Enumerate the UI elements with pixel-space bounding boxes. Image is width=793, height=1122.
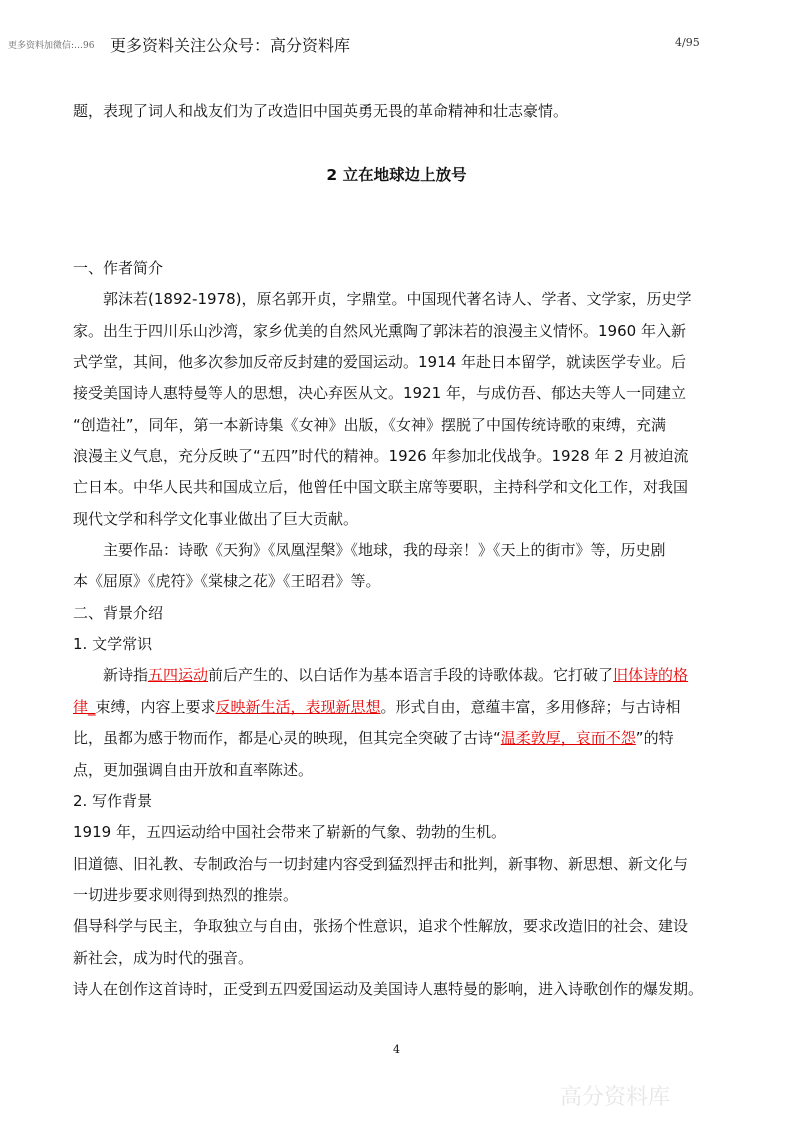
highlighted-text: 五四运动 [148, 666, 209, 685]
text-line [73, 695, 723, 726]
text-segment: 现代文学和科学文化事业做出了巨大贡献。 [73, 509, 359, 528]
text-segment: “创造社”，同年，第一本新诗集《女神》出版，《女神》摆脱了中国传统诗歌的束缚，充满 [73, 415, 667, 434]
text-segment: 二、背景介绍 [73, 603, 164, 622]
text-segment: 一切进步要求则得到热烈的推崇。 [73, 885, 299, 904]
text-line [73, 977, 723, 1008]
text-line [73, 663, 723, 694]
text-segment: 1. 文学常识 [73, 635, 153, 654]
highlighted-text: 反映新生活，表现新思想 [215, 697, 381, 716]
text-line [73, 820, 723, 851]
text-line [73, 538, 723, 569]
text-segment: 1919 年，五四运动给中国社会带来了崭新的气象、勃勃的生机。 [73, 823, 506, 842]
text-segment: 比，虽都为感于物而作，都是心灵的映现，但其完全突破了古诗“ [73, 729, 501, 748]
text-segment: 家。出生于四川乐山沙湾，家乡优美的自然风光熏陶了郭沫若的浪漫主义情怀。1960 年入新 [73, 321, 686, 340]
text-segment: 倡导科学与民主，争取独立与自由，张扬个性意识，追求个性解放，要求改造旧的社会、建设 [73, 917, 689, 936]
text-segment: 本《屈原》《虎符》《棠棣之花》《王昭君》等。 [73, 572, 381, 591]
text-line [73, 914, 723, 945]
text-segment: 式学堂，其间，他多次参加反帝反封建的爱国运动。1914 年赴日本留学，就读医学专业。后 [73, 353, 686, 372]
text-line [73, 319, 723, 350]
text-segment: 点，更加强调自由开放和直率陈述。 [73, 760, 314, 779]
text-line [73, 287, 723, 318]
text-segment: 新诗指 [103, 666, 149, 685]
text-segment: 主要作品：诗歌《天狗》《凤凰涅槃》《地球，我的母亲！》《天上的街市》等，历史剧 [103, 541, 666, 560]
text-line [73, 883, 723, 914]
text-segment: 接受美国诗人惠特曼等人的思想，决心弃医从文。1921 年，与成仿吾、郁达夫等人一同建立 [73, 384, 686, 403]
text-line [73, 256, 723, 287]
continuation-line: 题，表现了词人和战友们为了改造旧中国英勇无畏的革命精神和壮志豪情。 [73, 102, 569, 120]
page-number: 4 [393, 1043, 400, 1056]
text-line [73, 350, 723, 381]
text-segment: 郭沫若(1892-1978)，原名郭开贞，字鼎堂。中国现代著名诗人、学者、文学家，历史学 [103, 290, 692, 309]
text-segment: 旧道德、旧礼教、专制政治与一切封建内容受到猛烈抨击和批判，新事物、新思想、新文化与 [73, 854, 689, 873]
header-page-count: 4/95 [675, 36, 700, 49]
text-segment: 2. 写作背景 [73, 791, 153, 810]
watermark: 高分资料库 [560, 1085, 671, 1110]
header-small-text: 更多资料加微信:…96 [8, 41, 95, 51]
text-line [73, 601, 723, 632]
text-segment: ”的特 [635, 729, 674, 748]
section-title: 2 立在地球边上放号 [326, 166, 467, 184]
text-segment: 前后产生的、以白话作为基本语言手段的诗歌体裁。它打破了 [208, 666, 614, 685]
text-line [73, 632, 723, 663]
text-segment: 诗人在创作这首诗时，正受到五四爱国运动及美国诗人惠特曼的影响，进入诗歌创作的爆发期。 [73, 979, 704, 998]
text-line [73, 946, 723, 977]
text-segment: 新社会，成为时代的强音。 [73, 948, 254, 967]
highlighted-text: 旧体诗的格 [613, 666, 689, 685]
text-line [73, 852, 723, 883]
text-line [73, 726, 723, 757]
text-segment: 束缚，内容上要求 [95, 697, 216, 716]
text-segment: 一、作者简介 [73, 259, 164, 277]
text-line [73, 413, 723, 444]
text-line [73, 475, 723, 506]
text-segment: 。形式自由，意蕴丰富，多用修辞；与古诗相 [380, 697, 681, 716]
text-segment: 亡日本。中华人民共和国成立后，他曾任中国文联主席等要职，主持科学和文化工作，对我国 [73, 478, 689, 497]
text-line [73, 381, 723, 412]
highlighted-text: 律_ [73, 697, 96, 716]
text-line [73, 758, 723, 789]
text-line [73, 444, 723, 475]
header-text: 更多资料关注公众号：高分资料库 [110, 36, 351, 55]
text-line [73, 507, 723, 538]
text-line [73, 569, 723, 600]
text-line [73, 789, 723, 820]
highlighted-text: 温柔敦厚，哀而不怨 [500, 729, 636, 748]
document-body [73, 256, 723, 1008]
text-segment: 浪漫主义气息，充分反映了“五四”时代的精神。1926 年参加北伐战争。1928 年 2 月被迫流 [73, 447, 689, 466]
